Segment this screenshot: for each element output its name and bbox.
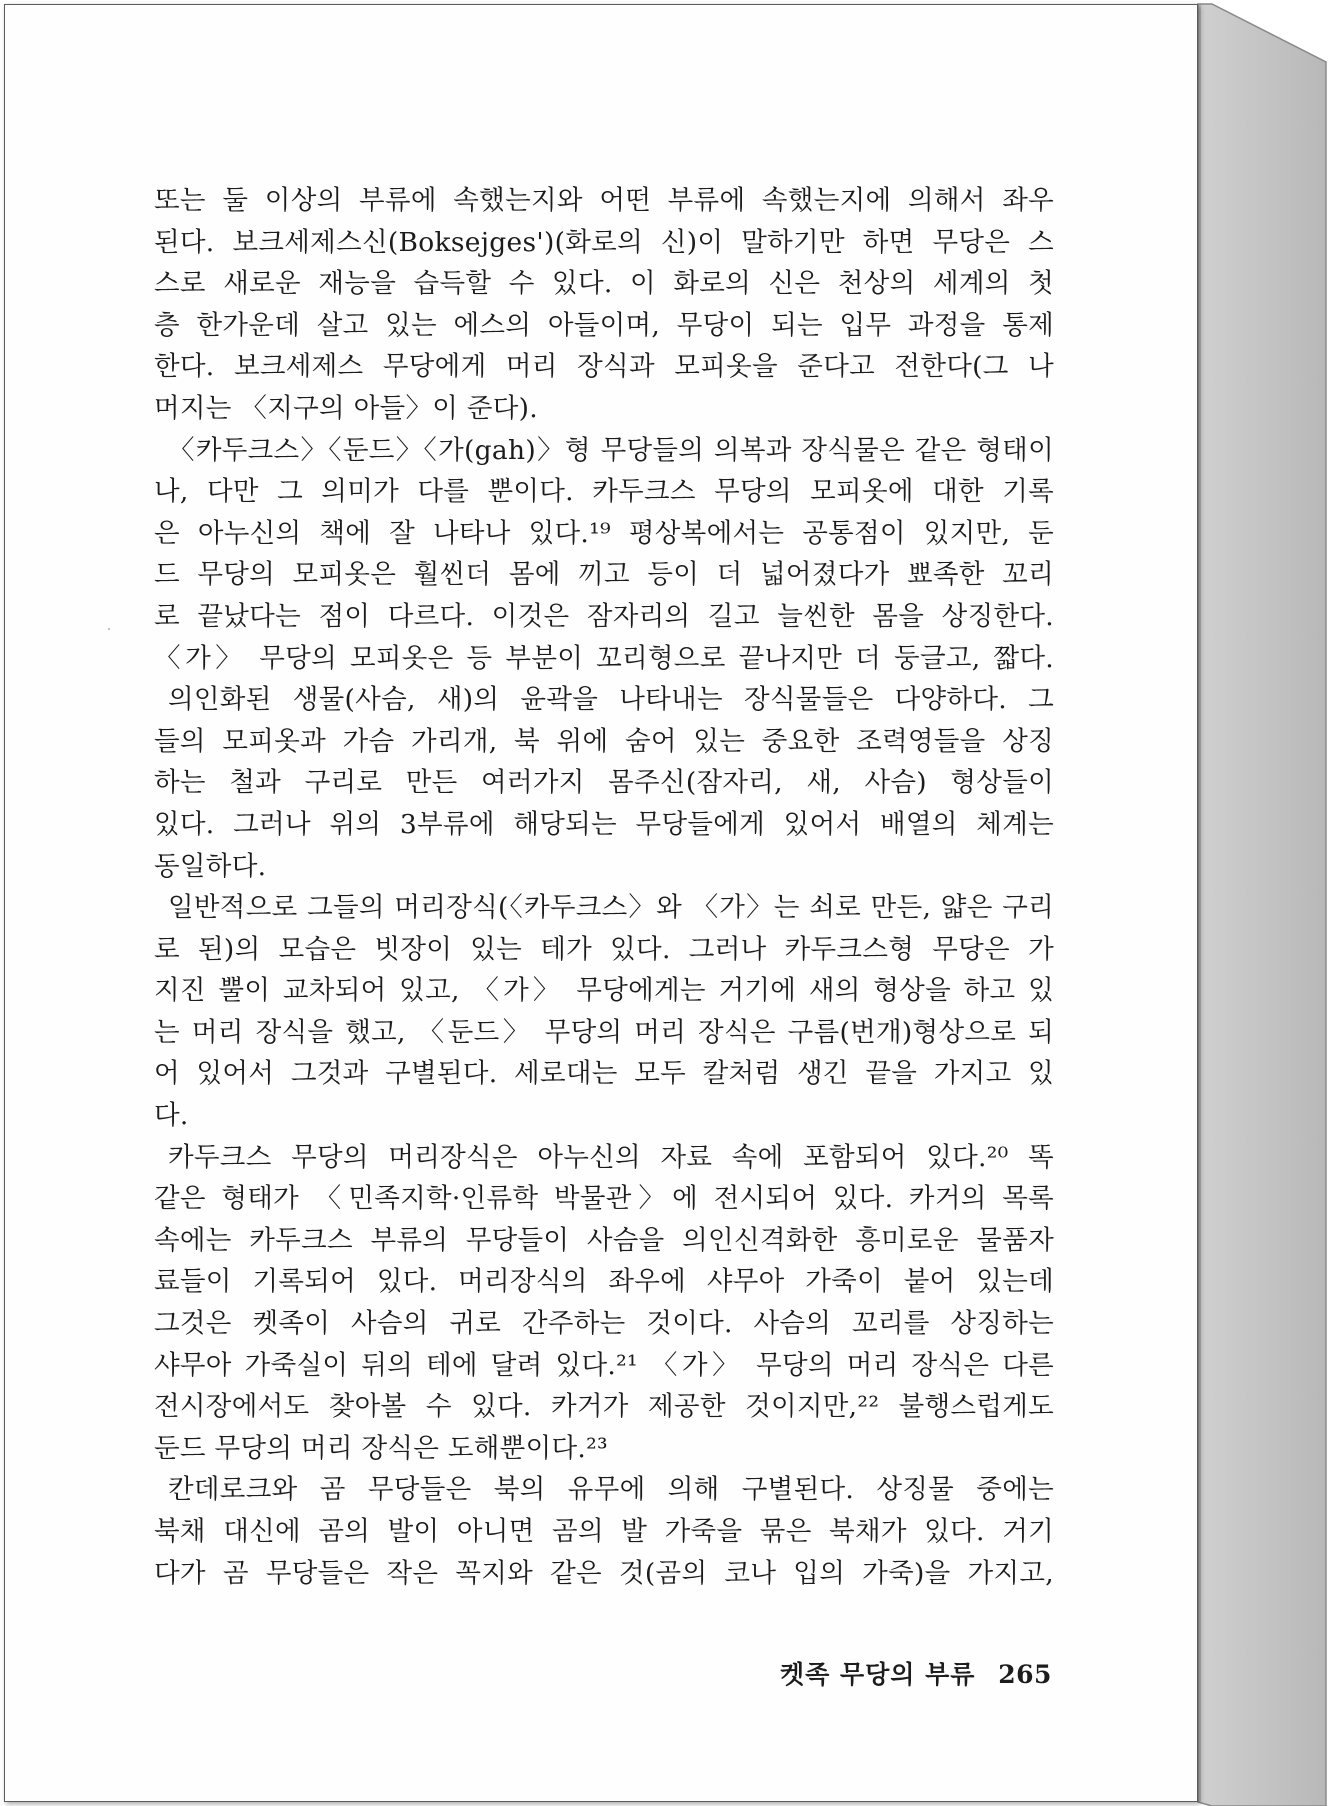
text-line: 나, 다만 그 의미가 다를 뿐이다. 카두크스 무당의 모피옷에 대한 기록 bbox=[154, 476, 1054, 508]
text-line: 동일하다. bbox=[154, 850, 267, 882]
text-line: 스로 새로운 재능을 습득할 수 있다. 이 화로의 신은 천상의 세계의 첫 bbox=[154, 268, 1054, 300]
text-line: 로 끝났다는 점이 다르다. 이것은 잠자리의 길고 늘씬한 몸을 상징한다. bbox=[154, 600, 1054, 632]
text-line: 는 머리 장식을 했고, 〈둔드〉 무당의 머리 장식은 구름(번개)형상으로 되 bbox=[154, 1016, 1054, 1048]
text-line: 의인화된 생물(사슴, 새)의 윤곽을 나타내는 장식물들은 다양하다. 그 bbox=[168, 684, 1054, 716]
text-line: 샤무아 가죽실이 뒤의 테에 달려 있다.²¹ 〈가〉 무당의 머리 장식은 다른 bbox=[154, 1349, 1054, 1381]
footer-chapter-title: 켓족 무당의 부류 bbox=[780, 1660, 976, 1689]
text-line: 료들이 기록되어 있다. 머리장식의 좌우에 샤무아 가죽이 붙어 있는데 bbox=[154, 1266, 1054, 1298]
text-line: 다. bbox=[154, 1100, 189, 1132]
text-line: 또는 둘 이상의 부류에 속했는지와 어떤 부류에 속했는지에 의해서 좌우 bbox=[154, 185, 1054, 216]
text-line: 카두크스 무당의 머리장식은 아누신의 자료 속에 포함되어 있다.²⁰ 똑 bbox=[168, 1141, 1054, 1173]
text-line: 지진 뿔이 교차되어 있고, 〈가〉 무당에게는 거기에 새의 형상을 하고 있 bbox=[154, 975, 1054, 1007]
text-line: 그것은 켓족이 사슴의 귀로 간주하는 것이다. 사슴의 꼬리를 상징하는 bbox=[154, 1308, 1054, 1340]
body-text bbox=[154, 180, 1054, 1594]
text-line: 같은 형태가 〈민족지학·인류학 박물관〉에 전시되어 있다. 카거의 목록 bbox=[154, 1183, 1054, 1215]
page-stack-side bbox=[1198, 4, 1326, 1806]
text-line: 하는 철과 구리로 만든 여러가지 몸주신(잠자리, 새, 사슴) 형상들이 bbox=[154, 767, 1054, 799]
page-speck bbox=[108, 628, 110, 630]
text-line: 칸데로크와 곰 무당들은 북의 유무에 의해 구별된다. 상징물 중에는 bbox=[168, 1474, 1054, 1506]
text-line: 드 무당의 모피옷은 훨씬더 몸에 끼고 등이 더 넓어졌다가 뾰족한 꼬리 bbox=[154, 559, 1054, 591]
text-line: 일반적으로 그들의 머리장식(〈카두크스〉와 〈가〉는 쇠로 만든, 얇은 구리 bbox=[168, 892, 1054, 924]
text-line: 한다. 보크세제스 무당에게 머리 장식과 모피옷을 준다고 전한다(그 나 bbox=[154, 351, 1054, 383]
text-line: 〈가〉 무당의 모피옷은 등 부분이 꼬리형으로 끝나지만 더 둥글고, 짧다. bbox=[154, 642, 1054, 674]
text-line: 〈카두크스〉〈둔드〉〈가(gah)〉형 무당들의 의복과 장식물은 같은 형태이 bbox=[168, 434, 1054, 466]
text-line: 둔드 무당의 머리 장식은 도해뿐이다.²³ bbox=[154, 1432, 608, 1464]
text-line: 전시장에서도 찾아볼 수 있다. 카거가 제공한 것이지만,²² 불행스럽게도 bbox=[154, 1391, 1054, 1423]
text-line: 층 한가운데 살고 있는 에스의 아들이며, 무당이 되는 입무 과정을 통제 bbox=[154, 309, 1054, 341]
text-line: 속에는 카두크스 부류의 무당들이 사슴을 의인신격화한 흥미로운 물품자 bbox=[154, 1224, 1054, 1256]
text-line: 북채 대신에 곰의 발이 아니면 곰의 발 가죽을 묶은 북채가 있다. 거기 bbox=[154, 1516, 1054, 1547]
text-line: 어 있어서 그것과 구별된다. 세로대는 모두 칼처럼 생긴 끝을 가지고 있 bbox=[154, 1058, 1054, 1090]
running-footer bbox=[780, 1655, 1052, 1691]
text-line: 머지는 〈지구의 아들〉이 준다). bbox=[154, 392, 539, 424]
text-line: 있다. 그러나 위의 3부류에 해당되는 무당들에게 있어서 배열의 체계는 bbox=[154, 808, 1054, 840]
text-line: 로 된)의 모습은 빗장이 있는 테가 있다. 그러나 카두크스형 무당은 가 bbox=[154, 933, 1054, 965]
text-line: 들의 모피옷과 가슴 가리개, 북 위에 숨어 있는 중요한 조력영들을 상징 bbox=[154, 725, 1054, 757]
text-line: 된다. 보크세제스신(Boksejges')(화로의 신)이 말하기만 하면 무당은 스 bbox=[154, 226, 1054, 258]
text-line: 은 아누신의 책에 잘 나타나 있다.¹⁹ 평상복에서는 공통점이 있지만, 둔 bbox=[154, 517, 1054, 549]
page-number: 265 bbox=[998, 1660, 1052, 1689]
text-line: 다가 곰 무당들은 작은 꼭지와 같은 것(곰의 코나 입의 가죽)을 가지고, bbox=[154, 1557, 1054, 1589]
